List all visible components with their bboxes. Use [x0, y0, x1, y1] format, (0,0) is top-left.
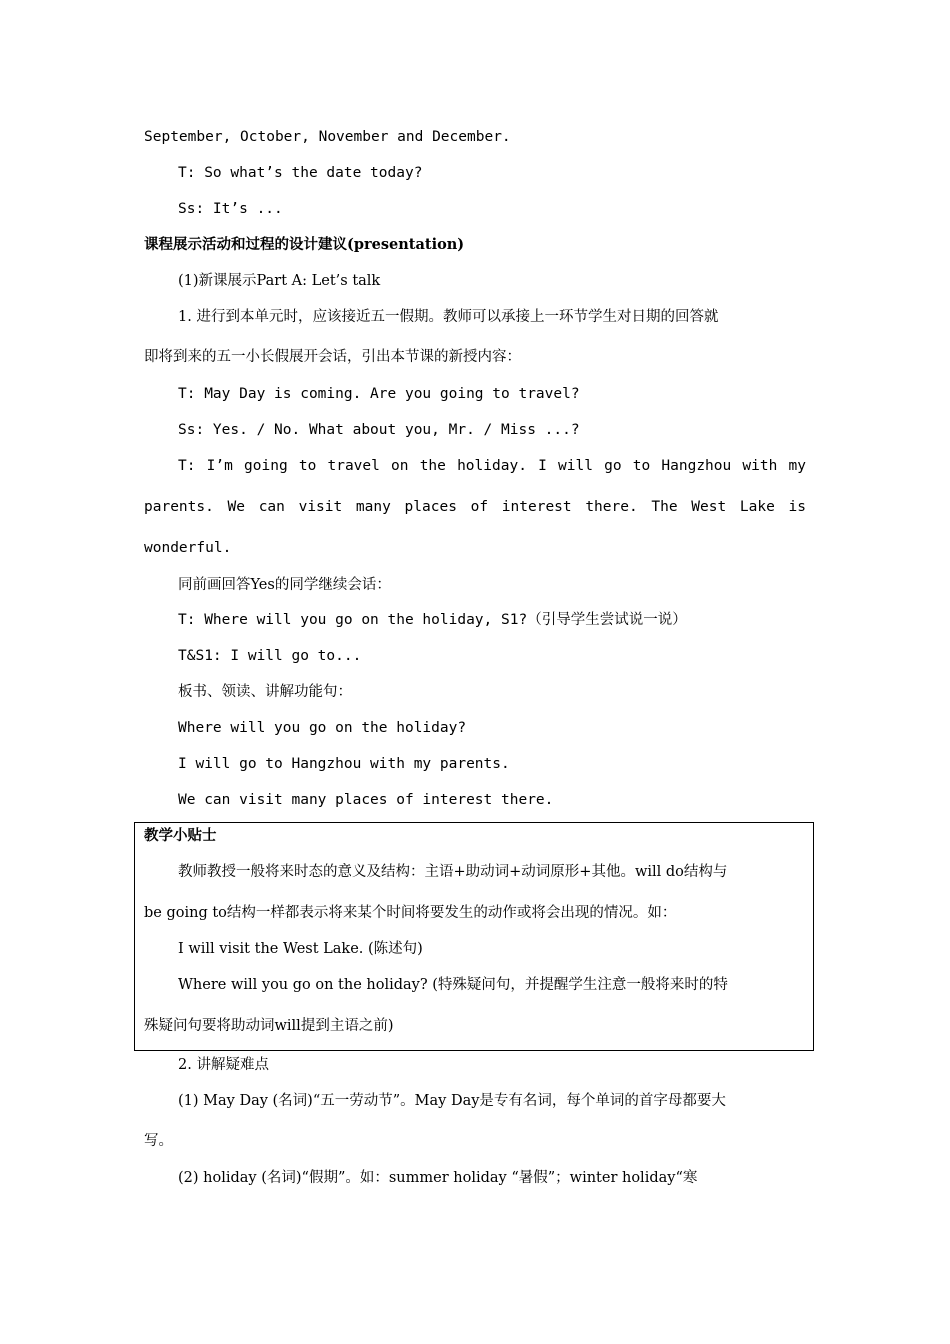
text-line: We can visit many places of interest there.	[178, 792, 554, 808]
text-line: 写。	[144, 1133, 173, 1149]
text-line: I will go to Hangzhou with my parents.	[178, 756, 510, 772]
text-line: Where will you go on the holiday?	[178, 720, 467, 736]
section-heading: 课程展示活动和过程的设计建议(presentation)	[144, 236, 465, 253]
text-line: 板书、领读、讲解功能句：	[178, 684, 352, 700]
text-line: Ss: Yes. / No. What about you, Mr. / Miss ...?	[178, 422, 580, 438]
tip-box-text: 教师教授一般将来时态的意义及结构：主语+助动词+动词原形+其他。will do结构与	[178, 864, 728, 880]
text-line: (2) holiday (名词)“假期”。如：summer holiday “暑假”；winter holiday“寒	[178, 1170, 698, 1186]
text-line: T: So what’s the date today?	[178, 165, 423, 181]
tip-box-title: 教学小贴士	[144, 827, 217, 844]
tip-box-text: 殊疑问句要将助动词will提到主语之前)	[144, 1018, 394, 1034]
text-line: 2. 讲解疑难点	[178, 1057, 269, 1073]
tip-box-text: I will visit the West Lake. (陈述句)	[178, 941, 423, 957]
text-line: 即将到来的五一小长假展开会话，引出本节课的新授内容：	[144, 349, 521, 365]
text-line: T&S1: I will go to...	[178, 648, 362, 664]
text-line: 同前画回答Yes的同学继续会话：	[178, 577, 391, 593]
text-line: (1)新课展示Part A: Let’s talk	[178, 273, 381, 289]
tip-box-text: Where will you go on the holiday? (特殊疑问句，并提醒学生注意一般将来时的特	[178, 977, 728, 993]
text-line: T: Where will you go on the holiday, S1?（引导学生尝试说一说）	[178, 612, 687, 628]
text-line: September, October, November and December.	[144, 129, 511, 145]
text-line: (1) May Day (名词)“五一劳动节”。May Day是专有名词，每个单词的首字母都要大	[178, 1093, 726, 1109]
text-line: Ss: It’s ...	[178, 201, 283, 217]
text-line: wonderful.	[144, 540, 232, 556]
tip-box-text: be going to结构一样都表示将来某个时间将要发生的动作或将会出现的情况。如：	[144, 905, 677, 921]
text-line: T: May Day is coming. Are you going to travel?	[178, 386, 580, 402]
text-line: T: I’m going to travel on the holiday. I will go to Hangzhou with my	[178, 458, 806, 474]
text-line: parents. We can visit many places of interest there. The West Lake is	[144, 499, 806, 515]
text-line: 1. 进行到本单元时，应该接近五一假期。教师可以承接上一环节学生对日期的回答就	[178, 309, 719, 325]
